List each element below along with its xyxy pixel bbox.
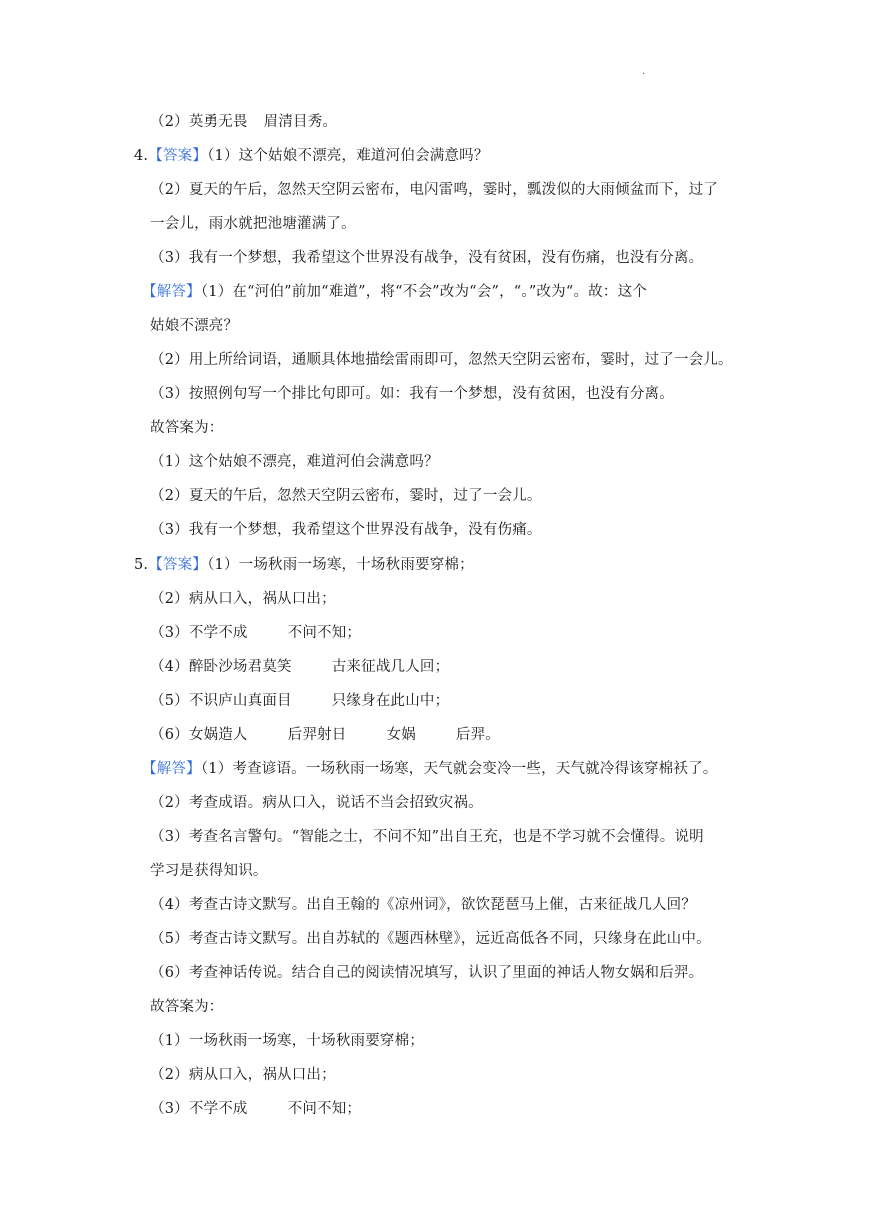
text-line (150, 452, 439, 472)
line-text: （2）考查成语。病从口入，说话不当会招致灾祸。 (150, 795, 483, 811)
text-line (134, 146, 489, 166)
line-text: 故答案为： (150, 420, 224, 436)
text-line (150, 691, 449, 711)
text-line (150, 418, 224, 438)
text-line (142, 282, 647, 302)
line-text: 古来征战几人回； (331, 659, 450, 675)
line-text: 一会儿，雨水就把池塘灌满了。 (150, 216, 356, 232)
text-line (150, 589, 336, 609)
line-text: （2）夏天的午后，忽然天空阴云密布，霎时，过了一会儿。 (150, 488, 542, 504)
line-text: （5）不识庐山真面目 (150, 693, 292, 709)
line-text: （3）不学不成 (150, 625, 248, 641)
line-text: 不问不知； (287, 1101, 362, 1117)
line-text: （1）一场秋雨一场寒，十场秋雨要穿棉； (207, 557, 474, 573)
text-line (150, 657, 449, 677)
text-line (150, 112, 337, 132)
line-text: （1）一场秋雨一场寒，十场秋雨要穿棉； (150, 1033, 425, 1049)
text-line (150, 963, 703, 983)
text-line (150, 1031, 424, 1051)
text-line (150, 725, 500, 745)
text-line (150, 248, 703, 268)
question-number: 5. (134, 557, 149, 573)
text-line (150, 1065, 336, 1085)
line-text: 姑娘不漂亮？ (150, 318, 239, 334)
text-line (150, 316, 238, 336)
text-line (150, 623, 361, 643)
answer-tag: 【答案】 (148, 148, 208, 164)
line-text: 后羿。 (455, 727, 500, 743)
line-text: 女娲 (386, 727, 416, 743)
line-text: （1）这个姑娘不漂亮，难道河伯会满意吗？ (150, 454, 439, 470)
line-text: （4）醉卧沙场君莫笑 (150, 659, 292, 675)
line-text: （2）病从口入，祸从口出； (150, 591, 336, 607)
text-line (150, 486, 542, 506)
page-marker: . (642, 66, 646, 77)
text-line (150, 861, 268, 881)
line-text: （2）病从口入，祸从口出； (150, 1067, 336, 1083)
line-text: （4）考查古诗文默写。出自王翰的《凉州词》，欲饮琵琶马上催，古来征战几人回？ (150, 897, 697, 913)
explanation-tag: 【解答】 (142, 761, 201, 777)
line-text: （1）考查谚语。一场秋雨一场寒，天气就会变冷一些，天气就冷得该穿棉袄了。 (200, 761, 718, 777)
text-line (142, 759, 718, 779)
text-line (150, 214, 356, 234)
line-text: （2）英勇无畏 (150, 114, 248, 130)
line-text: （2）夏天的午后，忽然天空阴云密布，电闪雷鸣，霎时，瓢泼似的大雨倾盆而下，过了 (150, 182, 719, 198)
line-text: （2）用上所给词语，通顺具体地描绘雷雨即可，忽然天空阴云密布，霎时，过了一会儿。 (150, 352, 733, 368)
line-text: 故答案为： (150, 999, 224, 1015)
explanation-tag: 【解答】 (142, 284, 201, 300)
line-text: （3）不学不成 (150, 1101, 248, 1117)
text-line (150, 384, 674, 404)
question-number: 4. (134, 148, 149, 164)
line-text: （1）在“河伯”前加“难道”，将“不会”改为“会”，“。”改为“。故：这个 (200, 284, 647, 300)
answer-tag: 【答案】 (148, 557, 208, 573)
text-line (150, 180, 718, 200)
text-line (134, 555, 474, 575)
text-line (150, 929, 711, 949)
line-text: 只缘身在此山中； (331, 693, 450, 709)
line-text: 后羿射日 (287, 727, 347, 743)
line-text: 眉清目秀。 (263, 114, 338, 130)
line-text: （3）我有一个梦想，我希望这个世界没有战争，没有贫困，没有伤痛，也没有分离。 (150, 250, 704, 266)
text-line (150, 827, 704, 847)
line-text: 不问不知； (287, 625, 362, 641)
line-text: （6）女娲造人 (150, 727, 248, 743)
text-line (150, 1099, 361, 1119)
line-text: 学习是获得知识。 (150, 863, 268, 879)
line-text: （1）这个姑娘不漂亮，难道河伯会满意吗？ (207, 148, 489, 164)
line-text: （3）考查名言警句。“智能之士，不问不知”出自王充，也是不学习就不会懂得。说明 (150, 829, 704, 845)
line-text: （3）按照例句写一个排比句即可。如：我有一个梦想，没有贫困，也没有分离。 (150, 386, 674, 402)
text-line (150, 997, 224, 1017)
line-text: （3）我有一个梦想，我希望这个世界没有战争，没有伤痛。 (150, 522, 542, 538)
text-line (150, 793, 483, 813)
text-line (150, 350, 733, 370)
line-text: （6）考查神话传说。结合自己的阅读情况填写，认识了里面的神话人物女娲和后羿。 (150, 965, 704, 981)
line-text: （5）考查古诗文默写。出自苏轼的《题西林壁》，远近高低各不同，只缘身在此山中。 (150, 931, 711, 947)
text-line (150, 520, 542, 540)
text-line (150, 895, 696, 915)
